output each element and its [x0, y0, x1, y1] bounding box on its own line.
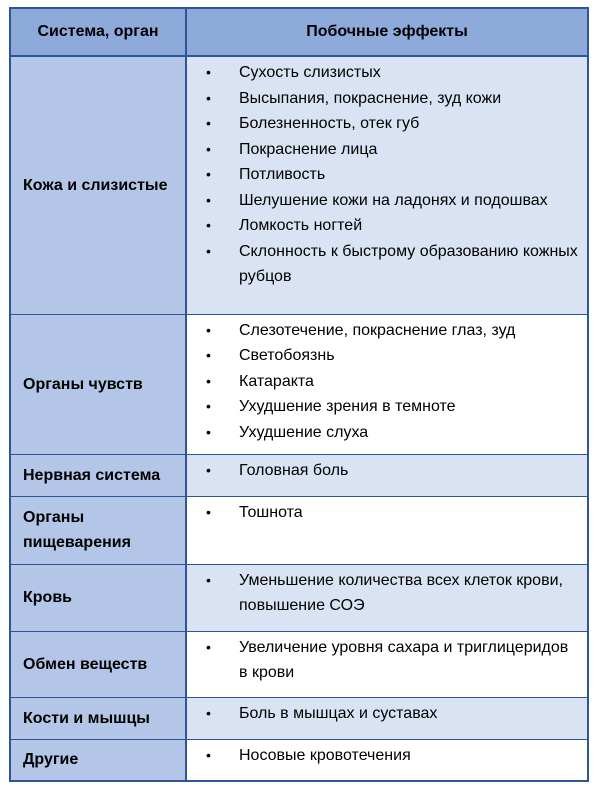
- bullet-icon: •: [206, 704, 211, 721]
- bullet-icon: •: [206, 423, 211, 440]
- effect-text: Шелушение кожи на ладонях и подошвах: [239, 191, 548, 209]
- effects-list: [187, 500, 579, 526]
- bullet-icon: •: [206, 461, 211, 478]
- table-row: [10, 631, 588, 697]
- effects-cell: [186, 697, 588, 739]
- bullet-icon: •: [206, 503, 211, 520]
- effects-cell: [186, 564, 588, 631]
- list-item: [187, 500, 579, 526]
- effect-text: Носовые кровотечения: [239, 746, 411, 764]
- list-item: [187, 343, 579, 369]
- bullet-icon: •: [206, 638, 211, 655]
- effects-list: [187, 458, 579, 484]
- system-cell: Нервная система: [10, 454, 186, 496]
- bullet-icon: •: [206, 571, 211, 588]
- effect-text: Увеличение уровня сахара и триглицеридов в крови: [239, 638, 569, 681]
- system-cell: Обмен веществ: [10, 631, 186, 697]
- system-cell: Кожа и слизистые: [10, 56, 186, 314]
- table-header-row: [10, 8, 588, 56]
- effects-list: [187, 701, 579, 727]
- effect-text: Ломкость ногтей: [239, 217, 363, 234]
- effect-text: Сухость слизистых: [239, 64, 381, 81]
- effect-text: Слезотечение, покраснение глаз, зуд: [239, 321, 516, 339]
- list-item: [187, 635, 579, 686]
- system-cell: Органы чувств: [10, 314, 186, 454]
- side-effects-table-frame: [8, 6, 588, 782]
- table-row: [10, 496, 588, 564]
- effects-list: [187, 568, 579, 619]
- effect-text: Болезненность, отек губ: [239, 115, 420, 132]
- bullet-icon: •: [206, 372, 211, 389]
- system-cell: Кровь: [10, 564, 186, 631]
- effect-text: Боль в мышцах и суставах: [239, 704, 438, 722]
- effects-cell: [186, 454, 588, 496]
- effect-text: Покраснение лица: [239, 140, 378, 158]
- list-item: [187, 86, 579, 112]
- list-item: [187, 701, 579, 727]
- bullet-icon: •: [206, 321, 211, 338]
- effect-text: Светобоязнь: [239, 347, 335, 364]
- bullet-icon: •: [206, 166, 211, 182]
- table-row: [10, 314, 588, 454]
- effect-text: Катаракта: [239, 372, 314, 390]
- effect-text: Уменьшение количества всех клеток крови, повышение СОЭ: [239, 571, 563, 614]
- bullet-icon: •: [206, 64, 211, 80]
- effect-text: Высыпания, покраснение, зуд кожи: [239, 89, 502, 107]
- effect-text: Ухудшение зрения в темноте: [239, 398, 456, 415]
- header-effects: Побочные эффекты: [186, 8, 588, 56]
- effect-text: Тошнота: [239, 503, 303, 521]
- table-row: [10, 697, 588, 739]
- bullet-icon: •: [206, 89, 211, 106]
- list-item: [187, 213, 579, 239]
- bullet-icon: •: [206, 746, 211, 763]
- effects-list: [187, 318, 579, 446]
- table-row: [10, 564, 588, 631]
- list-item: [187, 369, 579, 395]
- list-item: [187, 111, 579, 137]
- list-item: [187, 318, 579, 344]
- list-item: [187, 394, 579, 420]
- bullet-icon: •: [206, 115, 211, 131]
- list-item: [187, 420, 579, 446]
- bullet-icon: •: [206, 140, 211, 157]
- system-cell: Кости и мышцы: [10, 697, 186, 739]
- bullet-icon: •: [206, 191, 211, 208]
- system-cell: Другие: [10, 739, 186, 781]
- table-row: [10, 454, 588, 496]
- bullet-icon: •: [206, 217, 211, 233]
- effects-cell: [186, 56, 588, 314]
- effects-cell: [186, 314, 588, 454]
- list-item: [187, 458, 579, 484]
- bullet-icon: •: [206, 242, 211, 259]
- list-item: [187, 568, 579, 619]
- list-item: [187, 60, 579, 86]
- table-row: [10, 739, 588, 781]
- list-item: [187, 162, 579, 188]
- table-row: [10, 56, 588, 314]
- effect-text: Склонность к быстрому образованию кожных рубцов: [239, 242, 578, 285]
- header-system: Система, орган: [10, 8, 186, 56]
- effects-cell: [186, 739, 588, 781]
- list-item: [187, 188, 579, 214]
- list-item: [187, 743, 579, 769]
- list-item: [187, 137, 579, 163]
- effects-list: [187, 743, 579, 769]
- effects-cell: [186, 631, 588, 697]
- effects-cell: [186, 496, 588, 564]
- bullet-icon: •: [206, 347, 211, 363]
- effect-text: Головная боль: [239, 461, 349, 479]
- side-effects-table: [9, 7, 589, 782]
- list-item: [187, 239, 579, 290]
- effect-text: Потливость: [239, 166, 326, 183]
- effect-text: Ухудшение слуха: [239, 423, 369, 441]
- effects-list: [187, 635, 579, 686]
- bullet-icon: •: [206, 398, 211, 414]
- effects-list: [187, 60, 579, 290]
- system-cell: Органы пищеварения: [10, 496, 186, 564]
